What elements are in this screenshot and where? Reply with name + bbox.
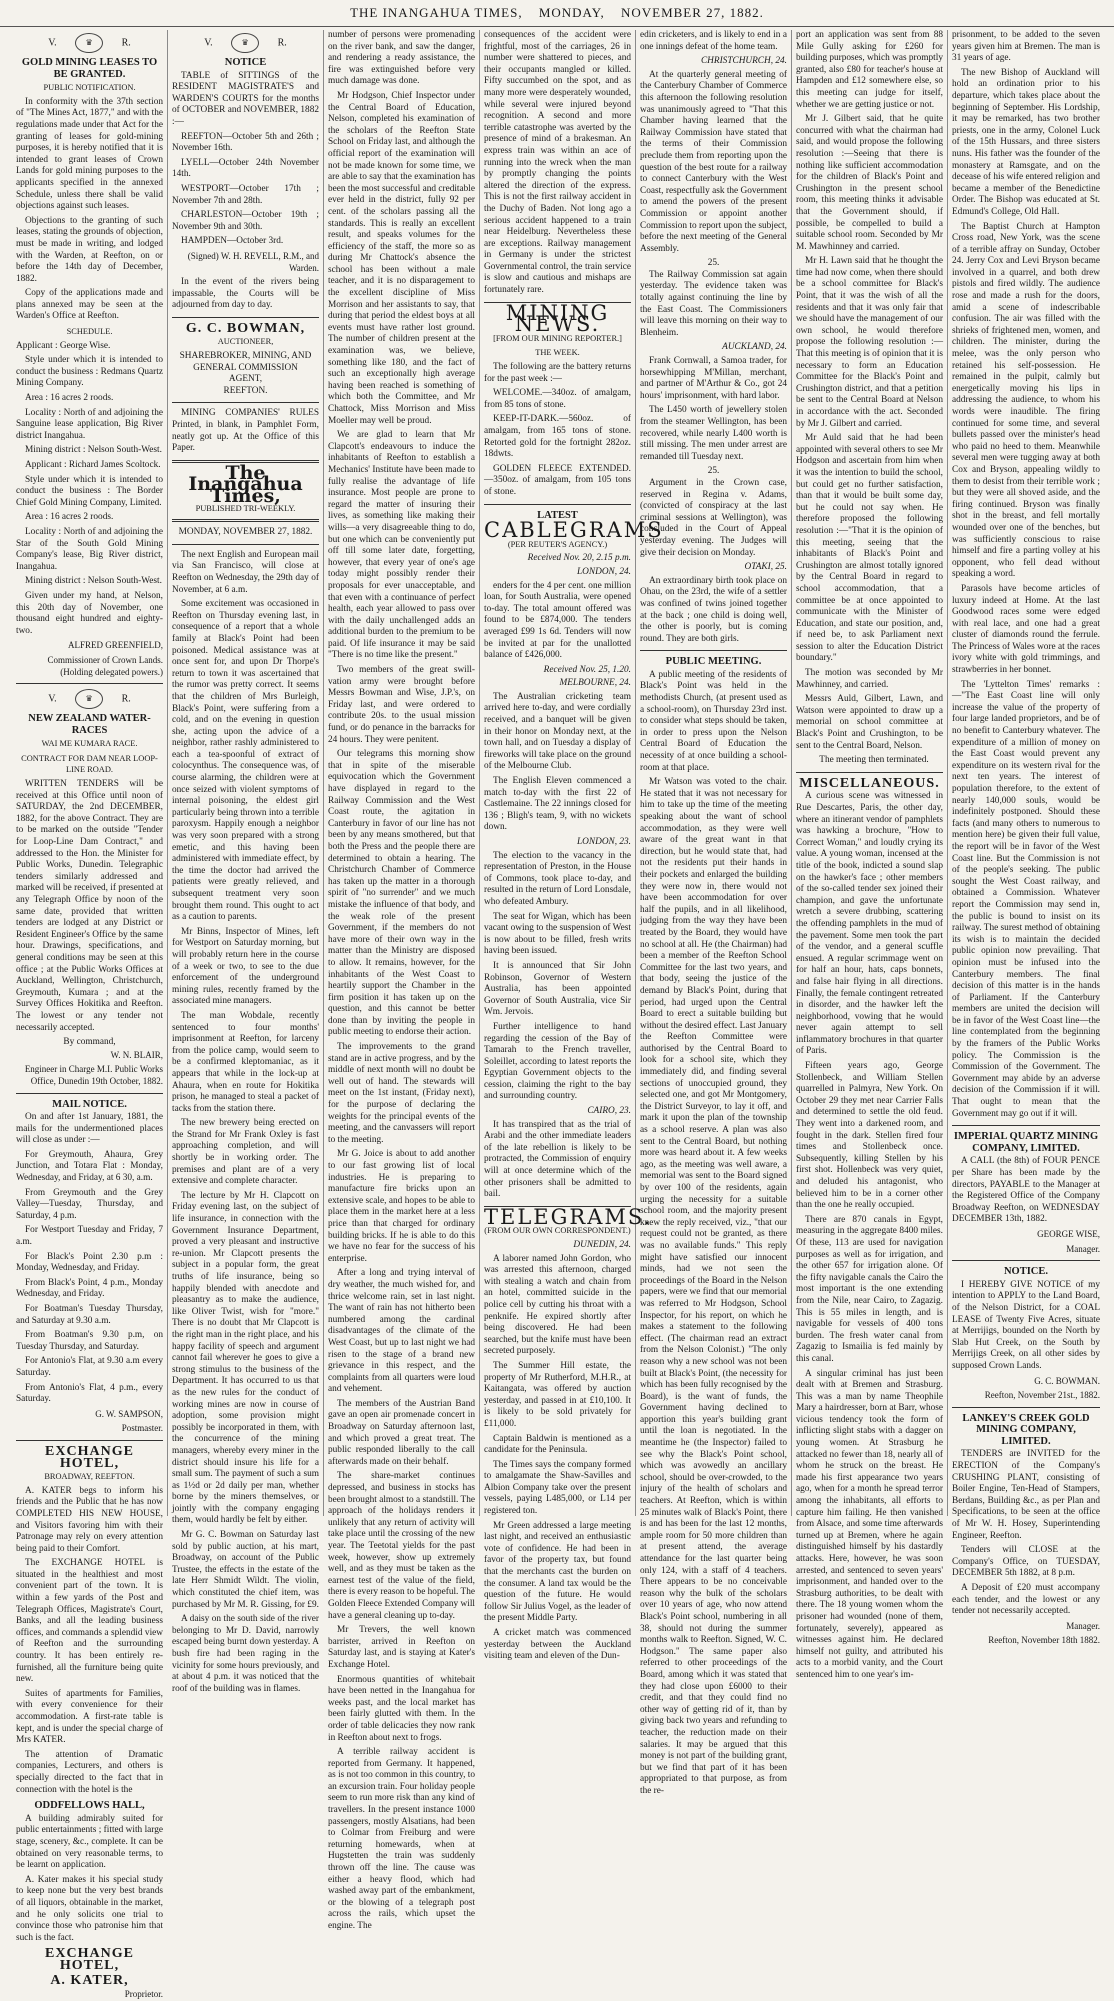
- paragraph: I HEREBY GIVE NOTICE of my intention to APPLY to the Land Board, of the Nelson District, for a COAL LEASE of Twenty Five Acres, situate at Merrijigs, bounded on the North by Slab Hut Creek, on the South by Merrijigs Creek, on all other sides by supposed Crown Lands.: [952, 1279, 1100, 1371]
- signature-title: Reefton, November 18th 1882.: [988, 1635, 1100, 1646]
- paragraph: port an application was sent from 88 Mile Gully asking for £260 for building purposes, which was promptly granted, also £80 for teacher's house at Hampden and £12 somewhere else, so this meeting can judge for itself, whether we are getting justice or not.: [796, 30, 943, 110]
- paragraph: prisonment, to be added to the seven years given him at Bremen. The man is 31 years of age.: [952, 30, 1100, 64]
- paragraph: Our telegrams this morning show that in spite of the miserable equivocation which the Government have displayed in regard to the Railway Commission and the West Coast route, the agitation in Canterbury in favor of our line has not been by any means smothered, but that both the Press and the people there are determined to obtain a hearing. The Christchurch Chamber of Commerce has taken up the matter in a thorough spirit of "no surrender" and we much mistake the influence of that body, and the weak role of the present Government, if the members do not have more of their own way in the matter than the Ministry are disposed to allow. It remains, however, for the inhabitants of the West Coast to heartily support the Chamber in the firm position it has taken up on the question, and this cannot be better done than by inviting the people in public meeting to endorse their action.: [328, 749, 475, 1038]
- schedule-line: Style under which it is intended to conduct the business : Redmans Quartz Mining Company.: [16, 355, 163, 389]
- paragraph: We are glad to learn that Mr Clapcott's endeavours to induce the inhabitants of Reefton to establish a Mechanics' Institute have been made to fully realise the advantage of life insurance. Most people are prone to regard the matter of insuring their lives, as something like making their wills—a very disagreeable thing to do, but one which can be conveniently put off till some later date, forgetting, however, that every year of one's age today might possibly render their proposals for ever unacceptable, and that even with a continuance of perfect health, each year allowed to pass over with the daily unchallenged adds an additional burden to the premium to be paid. Of life insurance it may be said "There is no time like the present.": [328, 430, 475, 661]
- paper-title: THE INANGAHUA TIMES,: [350, 5, 523, 20]
- schedule-line: Locality : North of and adjoining the Star of the South Gold Mining Company's lease, Big River district, Inangahua.: [16, 526, 163, 572]
- paragraph: TABLE of SITTINGS of the RESIDENT MAGISTRATE'S and WARDEN'S COURTS for the months of OCTOBER and NOVEMBER, 1882 :—: [172, 70, 319, 127]
- signature: G. W. SAMPSON,: [95, 1408, 163, 1419]
- paragraph: The Baptist Church at Hampton Cross road, New York, was the scene of a terrible affray on Sunday, October 24. Jerry Cox and Levi Bryson became involved in a quarrel, and both drew pistols and fired wildly. The audience rose and made a rush for the doors, amid a scene of indescribable confusion. The air was filled with the shrieks of frightened men, women, and children. The minister, during the melee, was the only person who retained his self-possession. He remained in the pulpit, calmly but energetically moving his lips in addressing the audience, to whom his words were inaudible. The firing continued for some time, and several bullets passed over the minister's head who paid no heed to them. Meanwhile several men were tugging away at both Cox and Bryson, appealing wildly to them to desist from their terrible work ; but they were all shoved aside, and the firing continued. Bryson was finally shot in the breast, and fell mortally wounded over one of the benches, but was sufficiently conscious to raise himself and fire a parting volley at his opponent, who fell dead without speaking a word.: [952, 221, 1100, 580]
- paragraph: number of persons were promenading on the river bank, and saw the danger, and rendering a ready assistance, the fire was extinguished before very much damage was done.: [328, 30, 475, 87]
- footer-name: A. KATER,: [50, 1973, 129, 1989]
- paragraph: Mr Binns, Inspector of Mines, left for Westport on Saturday morning, but will probably return here in the course of a week or two, to see to the due enforcement of the underground mining rules, recently framed by the associated mine managers.: [172, 926, 319, 1007]
- headline: MAIL NOTICE.: [52, 1098, 127, 1110]
- paragraph: The English Eleven commenced a match to-day with the first 22 of Castlemaine. The 22 innings closed for 136 ; Bligh's team, 9, with no wickets down.: [484, 776, 631, 833]
- divider: [952, 1125, 1100, 1126]
- royal-crest: V. ♛ R.: [16, 33, 163, 53]
- paragraph: From Boatman's 9.30 p.m, on Tuesday Thursday, and Saturday.: [16, 1330, 163, 1352]
- paragraph: A building admirably suited for public entertainments ; fitted with large stage, scenery, &c., complete. It can be obtained on very reasonable terms, to be learnt on application.: [16, 1813, 163, 1871]
- subheadline: AUCTIONEER,: [217, 337, 274, 347]
- paragraph: edin cricketers, and is likely to end in a one innings defeat of the home team.: [640, 30, 787, 52]
- paragraph: Mr G. C. Bowman on Saturday last sold by public auction, at his mart, Broadway, on account of the Public Trustee, the effects in the estate of the late Herr Shmidt Wildt. The violin, which constituted the chief item, was purchased by Mr M. R. Gissing, for £9.: [172, 1530, 319, 1610]
- dateline: Received Nov. 25, 1.20.: [543, 664, 631, 675]
- list-item: WESTPORT—October 17th ; November 7th and 28th.: [172, 183, 319, 206]
- divider: [172, 317, 319, 318]
- divider: [952, 1407, 1100, 1408]
- list-item: HAMPDEN—October 3rd.: [181, 236, 284, 247]
- dateline: 25.: [707, 258, 720, 269]
- paragraph: Fifteen years ago, George Stollenbeck, and William Stellen quarrelled in Palmyra, New York. On October 29 they met near Carrier Falls and determined to settle the old feud. They went into a darkened room, and fought in the dark. Stellen fired four times and Stollenbeck once. Subsequently, killing Stellen by his first shot. Hollenbeck was very quiet, and deluded his antagonist, who believed him to be in a corner other than the one he really occupied.: [796, 1061, 943, 1211]
- subheadline: (PER REUTER'S AGENCY.): [507, 539, 608, 549]
- schedule-line: Mining district : Nelson South-West.: [25, 576, 162, 587]
- paragraph: A curious scene was witnessed in Rue Descartes, Paris, the other day, where an itinerant vendor of pamphlets was hawking a brochure, "How to Correct Woman," and loudly crying its value. A young woman, incensed at the title of the book, indicted a sound slap on the hawker's face ; other members of the so-called tender sex joined their champion, and gave the unfortunate wretch a severe drubbing, scattering the offending pamphlets in the mud of the pavement. Some men took the part of the vendor, and a general scuffle ensued. A regular scrimmage went on for half an hour, hats, caps bonnets, and false hair flying in all directions. Finally, the female contingent retreated in disorder, and the hawker left the neighborhood, vowing that he would never again attempt to sell inflammatory brochures in that quarter of Paris.: [796, 791, 943, 1057]
- subheadline: (FROM OUR OWN CORRESPONDENT.): [484, 1226, 631, 1236]
- divider: [16, 1440, 163, 1441]
- column-7: [948, 30, 1104, 1646]
- paragraph: Objections to the granting of such leases, stating the grounds of objection, must be made in writing, and lodged with the Warden, at Reefton, on or before the 14th day of December, 1882.: [16, 215, 163, 284]
- footer-title: Proprietor.: [124, 1989, 163, 2000]
- headline: PUBLIC MEETING.: [665, 656, 762, 668]
- crest-icon: ♛: [75, 689, 103, 709]
- subheadline: WAI ME KUMARA RACE.: [41, 739, 138, 749]
- dateline: OTAKI, 25.: [744, 562, 787, 573]
- divider: [16, 1093, 163, 1094]
- divider: [484, 504, 631, 505]
- paragraph: Messrs Auld, Gilbert, Lawn, and Watson were appointed to draw up a memorial on school committee at Black's Point and Crushington, to be sent to the Central Board, Nelson.: [796, 694, 943, 751]
- paragraph: Argument in the Crown case, reserved in Regina v. Adams, (convicted of conspiracy at the last criminal sessions at Wellington), was concluded in the Court of Appeal yesterday evening. The Judges will give their decision on Monday.: [640, 477, 787, 558]
- paragraph: Mr Hodgson, Chief Inspector under the Central Board of Education, Nelson, completed his examination of the scholars of the Reefton State School on Friday last, and although the official report of the examination will not be made known for some time, we are able to say that the examination has been the most successful and creditable ever held in the district, fully 92 per cent. of the scholars passing all the standards. This is really an excellent result, and speaks volumes for the efficiency of the staff, the more so as during Mr Chattock's absence the school has been without a male teacher, and it is no disparagement to the excellent discipline of Miss Morrison and her assistants to say, that during that period the eldest boys at all events must have rather lost ground. The number of children present at the examination was, we believe, something like 180, and the fact of such an exceptionally high average having been reached is something of which both the Committee, and Mr Chattock, Miss Morrison and Miss Moeller may well be proud.: [328, 90, 475, 426]
- paragraph: The man Wobdale, recently sentenced to four months' imprisonment at Reefton, for larceny from the police camp, would seem to be a confirmed kleptomaniac, as it appears that while in the lock-up at Ahaura, when en route for Hokitika prison, he managed to steal a packet of tacks from the station there.: [172, 1010, 319, 1114]
- crest-icon: ♛: [231, 33, 259, 53]
- headline: EXCHANGE HOTEL,: [45, 1443, 134, 1471]
- subheadline: SCHEDULE.: [66, 327, 113, 337]
- paragraph: It has transpired that as the trial of Arabi and the other immediate leaders of the late rebellion is likely to be protracted, the Commission of enquiry will at once determine which of the other prisoners shall be admitted to bail.: [484, 1119, 631, 1200]
- schedule-line: Locality : North of and adjoining the Sanguine lease application, Big River district Inangahua.: [16, 407, 163, 441]
- signature-title: Manager.: [1066, 1243, 1100, 1254]
- paragraph: From Antonio's Flat, 4 p.m., every Saturday.: [16, 1382, 163, 1405]
- subheadline: [FROM OUR MINING REPORTER.]: [493, 333, 622, 343]
- paragraph: The next English and European mail via San Francisco, will close at Reefton on Wednesday, the 29th day of November, at 6 a.m.: [172, 549, 319, 595]
- paragraph: Two members of the great swill-vation army were brought before Messrs Bowman and Wise, J.P.'s, on Friday last, and were ordered to contribute 20s. to the usual mission fund, or do penance in the barracks for 24 hours. They were penitent.: [328, 665, 475, 745]
- headline: MINING NEWS.: [505, 300, 610, 337]
- paragraph: The L450 worth of jewellery stolen from the steamer Wellington, has been recovered, while nearly L400 worth is still missing. The men under arrest are remanded till Tuesday next.: [640, 405, 787, 462]
- list-item: REEFTON—October 5th and 26th ; November 16th.: [172, 131, 319, 154]
- royal-crest: V. ♛ R.: [16, 689, 163, 709]
- paragraph: consequences of the accident were frightful, most of the carriages, 26 in number were shattered to pieces, and their occupants mangled or killed. Fifty succumbed on the spot, and as many more were desperately wounded, while several were injured beyond recognition. A second and more terrible catastrophe was averted by the presence of mind of a brakesman. An express train was within an ace of running into the wreck when the man by promptly changing the points altered the direction of the express. This is not the first railway accident in the Duchy of Baden. Not long ago a serious accident happened to a train near Heidelburg. Nevertheless these are exceptions. Railway management in Germany is under the strictest Governmental control, the train service is slow and cautious and mishaps are fortunately rare.: [484, 30, 631, 296]
- headline: NOTICE.: [1003, 1266, 1049, 1278]
- paragraph: The election to the vacancy in the representation of Preston, in the House of Commons, took place to-day, and resulted in the return of Lord Lonsdale, who defeated Ambury.: [484, 850, 631, 907]
- paragraph: KEEP-IT-DARK.—560oz. of amalgam, from 165 tons of stone. Retorted gold for the fortnight 282oz. 18dwts.: [484, 414, 631, 460]
- paragraph: The new brewery being erected on the Strand for Mr Frank Oxley is fast approaching completion, and will shortly be in working order. The premises and plant are of a very extensive and complete character.: [172, 1118, 319, 1187]
- signature: Manager.: [1066, 1620, 1100, 1631]
- paragraph: GOLDEN FLEECE EXTENDED.—350oz. of amalgam, from 105 tons of stone.: [484, 463, 631, 497]
- paragraph: A cricket match was commenced yesterday between the Auckland visiting team and eleven of the Dun-: [484, 1628, 631, 1662]
- headline: LATEST: [537, 509, 578, 521]
- paragraph: A. Kater makes it his special study to keep none but the very best brands of all liquors, obtainable in the market, and he only solicits one trial to convince those who patronise him that such is the fact.: [16, 1874, 163, 1943]
- paragraph: For Greymouth, Ahaura, Grey Junction, and Totara Flat : Monday, Wednesday, and Friday, at 6 30, a.m.: [16, 1149, 163, 1184]
- paragraph: Suites of apartments for Families, with every convenience for their accommodation. A first-rate table is kept, and is under the special charge of Mrs KATER.: [16, 1688, 163, 1746]
- subheadline: AGENT,: [228, 374, 263, 385]
- headline: MISCELLANEOUS.: [799, 775, 940, 791]
- subheadline: BROADWAY, REEFTON.: [44, 1472, 135, 1482]
- headline: NOTICE: [224, 57, 267, 68]
- paragraph: Given under my hand, at Nelson, this 20th day of November, one thousand eight hundred and eighty-two.: [16, 590, 163, 636]
- divider: [172, 519, 319, 522]
- newspaper-logo: The Inangahua Times,: [188, 461, 303, 507]
- paragraph: For Antonio's Flat, at 9.30 a.m every Saturday.: [16, 1356, 163, 1378]
- paragraph: A singular criminal has just been dealt with at Bremen and Strasburg. This was a man by name Theophile Mary a hairdresser, born at Barr, whose vicious tendency took the form of inflicting slight stabs with a dagger on young women. At Strasburg he attacked no fewer than 18, nearly all of whom he struck on the breast. He made his first appearance two years ago, when for a month he spread terror among the inhabitants, all efforts to capture him failing. He then vanished from Alsace, and some time afterwards turned up at Bremen, where he again distinguished himself by his dastardly attacks. Here, however, he was soon arrested, and sentenced to seven years' imprisonment, and handed over to the Strasburg authorities, to be dealt with there. The 18 young women whom the prisoner had wounded (none of them, fortunately, severely), appeared as witnesses against him. He declared himself not guilty, and attributed his acts to a morbid vanity, and the Court sentenced him to one year's im-: [796, 1368, 943, 1680]
- paragraph: MINING COMPANIES' RULES Printed, in blank, in Pamphlet Form, neatly got up. At the Office of this Paper.: [172, 408, 319, 454]
- signature: G. C. BOWMAN.: [1034, 1375, 1100, 1386]
- subheadline: SHAREBROKER, MINING, AND: [179, 351, 312, 362]
- page-masthead: [0, 0, 1114, 27]
- paragraph: A Deposit of £20 must accompany each tender, and the lowest or any tender not necessarily accepted.: [952, 1583, 1100, 1617]
- divider: [640, 650, 787, 651]
- list-item: CHARLESTON—October 19th ; November 9th and 30th.: [172, 210, 319, 232]
- paragraph: A CALL (the 8th) of FOUR PENCE per Share has been made by the directors, PAYABLE to the Manager at the Registered Office of the Company Broadway Reefton, on WEDNESDAY DECEMBER 13th, 1882.: [952, 1156, 1100, 1225]
- headline: ODDFELLOWS HALL,: [34, 1800, 145, 1812]
- schedule-line: Area : 16 acres 2 roods.: [25, 512, 114, 523]
- paragraph: enders for the 4 per cent. one million loan, for South Australia, were opened to-day. The total amount offered was found to be £874,000. The tenders averaged £99 1s 6d. Tenders will now be invited at par for the unallotted balance of £426,000.: [484, 580, 631, 661]
- paragraph: The meeting then terminated.: [819, 755, 929, 766]
- paragraph: From Greymouth and the Grey Valley—Tuesday, Thursday, and Saturday, 4 p.m.: [16, 1187, 163, 1221]
- paragraph: At the quarterly general meeting of the Canterbury Chamber of Commerce this afternoon the following resolution was unanimously agreed to "That this Chamber having learned that the Railway Commission have stated that the terms of their Commission preclude them from reporting upon the question of the best route for a railway to connect Canterbury with the West Coast, respectfully ask the Government to amend the powers of the present Commission or appoint another Commission to report upon the subject, before the next meeting of the General Assembly.: [640, 69, 787, 254]
- schedule-line: Applicant : George Wise.: [16, 340, 111, 351]
- paragraph: On and after 1st January, 1881, the mails for the undermentioned places will close as under :—: [16, 1112, 163, 1146]
- headline: G. C. BOWMAN,: [185, 320, 306, 336]
- paragraph: The Australian cricketing team arrived here to-day, and were cordially received, and a banquet will be given in their honor on Monday next, at the town hall, and on Tuesday a display of fireworks will take place on the ground of the Melbourne Club.: [484, 691, 631, 772]
- divider: [952, 1260, 1100, 1261]
- signature-title: Engineer in Charge M.I. Public Works Office, Dunedin 19th October, 1882.: [24, 1064, 163, 1086]
- paragraph: Mr G. Joice is about to add another to our fast growing list of local industries. He is preparing to manufacture fire bricks upon an extensive scale, and hopes to be able to place them in the market here at a less price than that charged for ordinary building bricks. If he is able to do this we have no fear for the success of his enterprise.: [328, 1149, 475, 1264]
- paragraph: An extraordinary birth took place on Ohau, on the 23rd, the wife of a settler was confined of twins joined together at the back ; one child is doing well, the other is poorly, but is coming round. They are both girls.: [640, 575, 787, 644]
- column-5: [636, 30, 792, 1796]
- paragraph: A daisy on the south side of the river belonging to Mr D. David, narrowly escaped being burnt down yesterday. A bush fire had been raging in the vicinity for some hours previously, and at about 4 p.m. it was noticed that the roof of the building was in flames.: [172, 1614, 319, 1694]
- paragraph: Mr J. Gilbert said, that he quite concurred with what the chairman had said, and would propose the following resolution :—Seeing that there is nothing like sufficient accommodation for the children of Black's Point and Crushington in the present school room, this meeting thinks it advisable that the Government should, if possible, be compelled to build a suitable school room. Seconded by Mr M. Mawhinney and carried.: [796, 114, 943, 252]
- royal-crest: V. ♛ R.: [172, 33, 319, 53]
- paragraph: Captain Baldwin is mentioned as a candidate for the Peninsula.: [484, 1433, 631, 1456]
- paragraph: The seat for Wigan, which has been vacant owing to the suspension of West is now about to be filled, fresh writs having been issued.: [484, 911, 631, 957]
- subheadline: THE WEEK.: [535, 348, 580, 358]
- signature-title: Postmaster.: [121, 1423, 163, 1434]
- paragraph: Tenders will CLOSE at the Company's Office, on TUESDAY, DECEMBER 5th 1882, at 8 p.m.: [952, 1545, 1100, 1579]
- paragraph: WRITTEN TENDERS will be received at this Office until noon of SATURDAY, the 2nd DECEMBER, 1882, for the above Contract. They are to be marked on the outside "Tender for Loop-Line Dam Contract," and addressed to the Hon. the Minister for Public Works, Dunedin. Telegraphic tenders similarly addressed and marked will be received, if presented at any Telegraph Office by noon of the same date, provided that written tenders are lodged at any District or Resident Engineer's Office by the same hour. Drawings, specifications, and general conditions may be seen at this office ; at the Public Works Offices at Auckland, Wellington, Christchurch, Greymouth, Kumara ; and at the Survey Offices Hokitika and Reefton. The lowest or any tender not necessarily accepted.: [16, 779, 163, 1033]
- paragraph: After a long and trying interval of dry weather, the much wished for, and thrice welcome rain, set in last night. The want of rain has not hitherto been numbered among the cardinal disadvantages of the climate of the West Coast, but up to last night we had risen to the stage of a brand new grievance in this respect, and the complaints from all quarters were loud and vehement.: [328, 1268, 475, 1395]
- signature: W. N. BLAIR,: [110, 1049, 163, 1060]
- paragraph: Mr H. Lawn said that he thought the time had now come, when there should be a school committee for Black's Point, that it was the wish of all the residents and that it was only fair that we should have the management of our own school, he would therefore propose the following resolution :—That this meeting is of opinion that it is necessary to form an Education Committee for the Black's Point and Crushington district, and that a petition be sent to the Central Board at Nelson in accordance with the act. Seconded by Mr J. Gilbert and carried.: [796, 256, 943, 429]
- paragraph: For Black's Point 2.30 p.m : Monday, Wednesday, and Friday.: [16, 1251, 163, 1274]
- schedule-line: Style under which it is intended to conduct the business : The Border Chief Gold Mining Company, Limited.: [16, 474, 163, 508]
- schedule-line: Applicant : Richard James Scoltock.: [25, 460, 161, 470]
- paragraph: The share-market continues depressed, and business in stocks has been brought almost to a standstill. The approach of the holidays renders it unlikely that any return of activity will take place until the crossing of the new year. The Teetotal yields for the past week, however, show up extremely well, and as they must be taken as the earnest test of the value of the field, there is every reason to be hopeful. The Golden Fleece Extended Company will have a general cleaning up to-day.: [328, 1471, 475, 1621]
- headline: TELEGRAMS.: [484, 1204, 653, 1229]
- paragraph: The new Bishop of Auckland will hold an ordination prior to his departure, which takes place about the beginning of September. His Lordship, it may be remarked, has two brother priests, one in the army, Colonel Luck of the 15th Hussars, and three sisters nuns. His father was the founder of the monastery at Ramsgate, and on the decease of his wife entered religion and became a member of the Benedictine Order. The Bishop was educated at St. Edmund's College, Old Hall.: [952, 67, 1100, 217]
- subheadline: GENERAL COMMISSION: [193, 362, 298, 373]
- crest-icon: ♛: [75, 33, 103, 53]
- paragraph: The attention of Dramatic companies, Lecturers, and others is specially directed to the fact that in connection with the hotel is the: [16, 1749, 163, 1795]
- dateline: MELBOURNE, 24.: [559, 678, 631, 689]
- subheadline: CONTRACT FOR DAM NEAR LOOP-LINE ROAD.: [21, 753, 158, 775]
- column-2: [168, 30, 324, 1694]
- dateline: 25.: [707, 466, 720, 477]
- column-3: [324, 30, 480, 1931]
- paragraph: The following are the battery returns for the past week :—: [484, 362, 631, 384]
- dateline: LONDON, 24.: [577, 566, 631, 577]
- paragraph: The lecture by Mr H. Clapcott on Friday evening last, on the subject of life insurance, in connection with the Government Insurance Department, proved a very pleasant and instructive re-union. Mr Clapcott presents the subject in a popular form, the great truths of life insurance, being so happily blended with anecdote and pleasantry as to make the audience, like Oliver Twist, wish for "more." There is no doubt that Mr Clapcott is the right man in the right place, and his happy facility of speech and argument cannot fail wherever he goes to give a strong stimulus to the business of the Department. It has occurred to us that as the new rules for the conduct of working mines are now in course of adoption, some provision might possibly be incorporated in them, with the concurrence of the mining managers, whereby every miner in the district should insure his life for a small sum. The payment of such a sum as 1½d or 2d daily per man, whether borne by the miners themselves, or jointly with the company engaging them, would hardly be felt by either.: [172, 1190, 319, 1526]
- paragraph: A public meeting of the residents of Black's Point was held in the methodists Church, (at present used as a school-room), on Thursday 23rd inst. to consider what steps should be taken, in order to press upon the Nelson Central Board of Education the necessity of at once building a school-room at that place.: [640, 669, 787, 773]
- divider: [172, 402, 319, 403]
- dateline: LONDON, 23.: [577, 837, 631, 847]
- dateline: DUNEDIN, 24.: [573, 1240, 631, 1250]
- paragraph: For Westport Tuesday and Friday, 7 a.m.: [16, 1225, 163, 1248]
- schedule-line: Area : 16 acres 2 roods.: [25, 393, 114, 404]
- paragraph: For Boatman's Tuesday Thursday, and Saturday at 9.30 a.m.: [16, 1304, 163, 1326]
- paragraph: There are 870 canals in Egypt, measuring in the aggregate 8400 miles. Of these, 113 are used for navigation purposes as well as for irrigation, and the other 657 for irrigation alone. Of the fifty navigable canals the Cairo the most important is the one extending from the Nile, near Cairo, to Zagazig. This is 55 miles in length, and is navigable for vessels of 400 tons burden. The fresh water canal from Zagazig to Ismailia is fed mainly by this canal.: [796, 1214, 943, 1364]
- paragraph: The EXCHANGE HOTEL is situated in the healthiest and most convenient part of the town. It is within a few yards of the Post and Telegraph Offices, Magistrate's Court, Banks, and all the leading business offices, and commands a splendid view of Reefton and the surrounding country. It has been entirely re-furnished, all the furniture being quite new.: [16, 1558, 163, 1685]
- column-1: [12, 30, 168, 2000]
- issue-day: MONDAY,: [538, 5, 605, 20]
- list-item: LYELL—October 24th November 14th.: [172, 157, 319, 180]
- paragraph: Mr Watson was voted to the chair. He stated that it was not necessary for him to take up the time of the meeting speaking about the want of school accommodation, as they were well aware of the great want in that direction, but he would state that, had not the residents put their hands in their pockets and enlarged the building they were now in, there would not have been accommodation for over half the pupils, and in all likelihood, judging from the way they have been treated by the Board, they would have no school at all. He (the Chairman) had been a member of the Reefton School Committee for the last two years, and that body, seeing the justice of the demand by Black's Point, during that period, had urged upon the Central Board to erect a suitable building but without the desired effect. Last January the Reefton Committee were authorised by the Central Board to look for a school site, which they immediately did, and finding several sections of unoccupied ground, they selected one, and got Mr Montgomery, the District Surveyor, to lay it off, and mark it upon the plan of the township as a school reserve. A plan was also sent to the Central Board, but nothing more was heard about it. A few weeks ago, as the meeting was well aware, a memorial was sent to the Board signed by over 100 of the residents, again urging the necessity for a suitable school room, and the majority present knew the reply received, viz., "that our request could not be granted, as there was no available funds." This reply might have satisfied our innocent minds, had we not seen the proceedings of the Board in the Nelson papers, were we find that our memorial was referred to Mr Hodgson, School Inspector, for his report, on which he makes a statement to the following effect. (The chairman read an extract from the Nelson Colonist.) "The only reason why a new school was not been built at Black's Point, (the necessity for which has been fully recognised by the Board), is the want of funds, the Government having declined to apportion this year's building grant until the loan is negotiated. In the meantime he (the Inspector) failed to see why the Black's Point school, which was avowedly an ancillary school, should be over-crowded, to the injury of the health of scholars and teachers. At Reefton, which is within 25 minutes walk of Black's Point, there is and has been for the last 12 months, ample room for 50 more children than at present attend, the average attendance for the last quarter being only 124, with a staff of 4 teachers. There appears to be no conceivable reason why the bulk of the scholars over 10 years of age, who now attend Black's Point school, numbering in all 38, should not during the summer months walk to Reefton. Signed, W. C. Hodgson." The same paper also referred to other proceedings of the Board, among which it was stated that they had close upon £6000 to their credit, and that they could find no other way of getting rid of it, than by giving back two years and refunding to teacher, the reduction made on their salaries. It may be argued that this money is not part of the building grant, but we find that part of it has been appropriated to that purpose, as from the re-: [640, 777, 787, 1796]
- paragraph: Frank Cornwall, a Samoa trader, for horsewhipping M'Millan, merchant, and partner of M'Arthur & Co., got 24 hours' imprisonment, with hard labor.: [640, 356, 787, 401]
- subheadline: REEFTON.: [223, 385, 268, 396]
- paragraph: The improvements to the grand stand are in active progress, and by the middle of next month will no doubt be well out of hand. The stewards will meet on the 1st instant, (Friday next), for the purpose of declaring the weights for the principal events of the meeting, and the canvassers will report to the meeting.: [328, 1042, 475, 1145]
- paragraph: Mr Green addressed a large meeting last night, and received an enthusiastic vote of confidence. He had been in favor of the property tax, but found that the merchants cast the burden on the consumer. A land tax would be the question of the future. He would follow Sir Julius Vogel, as the leader of the present Middle Party.: [484, 1520, 631, 1624]
- paragraph: Enormous quantities of whitebait have been netted in the Inangahua for weeks past, and the local market has been fairly glutted with them. In the order of table delicacies they now rank in Reefton about next to frogs.: [328, 1674, 475, 1743]
- column-4: [480, 30, 664, 1662]
- headline: LANKEY'S CREEK GOLD MINING COMPANY, LIMITED.: [962, 1412, 1090, 1447]
- headline: NEW ZEALAND WATER-RACES: [28, 713, 151, 736]
- paragraph: The 'Lyttelton Times' remarks :—"The East Coast line will only increase the value of the property of four large landed proprietors, and be of no benefit to Canterbury whatever. The expenditure of a million of money on the East Coast would prevent any expenditure on its western rival for the next ten years. The interest of population therefore, to the extent of nearly 140,000 souls, would be indefinitely postponed. Should these facts (and many others to numerous to mention here) be given their full value, the report will be in favor of the West Coast line. But the Commission is not of the people's seeking. The public sought the West Coast railway, and obtained a Commission. Whatever report the Commission may send in, the public is bound to insist on its railway. The surest method of obtaining its wish is to maintain the decided public opinion now prevailing. That opinion must be infused into the Canterbury members. The final decision of this matter is in the hands of Parliament. If the Canterbury members are united the decision will be in favor of the West Coast line—the line contemplated from the beginning by the framers of the Public Works policy. The Commission is the Commission of the Government. The Government may abide by an adverse decision of the Commission if it will. That ought to mean that the Government may go out if it will.: [952, 679, 1100, 1119]
- subheadline: PUBLIC NOTIFICATION.: [43, 83, 136, 93]
- paragraph: The Railway Commission sat again yesterday. The evidence taken was totally against continuing the line by the East Coast. The Commissioners will leave this morning on their way to Blenheim.: [640, 269, 787, 338]
- issue-date: NOVEMBER 27, 1882.: [620, 5, 764, 20]
- paragraph: The Summer Hill estate, the property of Mr Rutherford, M.H.R., at Kaitangata, was offered by auction yesterday, and passed in at £10,100. It is likely to be sold privately for £11,000.: [484, 1360, 631, 1429]
- paragraph: Some excitement was occasioned in Reefton on Thursday evening last, in consequence of a report that a whole family at Black's Point had been poisoned. Medical assistance was at once sent for, and upon Dr Thorpe's return to town it was ascertained that the rumor was pretty correct. It seems that the children of Mrs Burleigh, Black's Point, were suffering from a cold, and on the evening in question she, acting upon the advice of a neighbor, rather rashly administered to each a tea-spoonful of extract of colocynthus. The consequence was, of course alarming, the children were at once seized with violent symptoms of internal poisoning, the eldest girl particularly being thrown into a terrible paroxysm. Happily enough a neighbor was very soon prepared with a strong emetic, and this having been administered with immediate effect, by the time the doctor had arrived the patients were greatly relieved, and subsequent treatment very soon brought them round. This ought to act as a caution to parents.: [172, 599, 319, 923]
- paragraph: The members of the Austrian Band gave an open air promenade concert in Broadway on Saturday afternoon last, and which proved a great treat. The public responded liberally to the call afterwards made on their behalf.: [328, 1398, 475, 1467]
- signature: (Signed) W. H. REVELL, R.M., and Warden.: [187, 250, 319, 273]
- signature-title: Reefton, November 21st., 1882.: [984, 1390, 1100, 1401]
- headline: GOLD MINING LEASES TO BE GRANTED.: [21, 57, 158, 80]
- columns: [12, 30, 1104, 2000]
- paragraph: From Black's Point, 4 p.m., Monday Wednesday, and Friday.: [16, 1277, 163, 1300]
- logo-subtitle: PUBLISHED TRI-WEEKLY.: [195, 503, 296, 513]
- paragraph: Copy of the applications made and plans annexed may be seen at the Warden's Office at Reefton.: [16, 288, 163, 322]
- paragraph: In the event of the rivers being impassable, the Courts will be adjourned from day to day.: [172, 277, 319, 311]
- dateline: AUCKLAND, 24.: [722, 342, 787, 353]
- divider: [796, 772, 943, 773]
- paragraph: A. KATER begs to inform his friends and the Public that he has now COMPLETED HIS NEW HOUSE, and Visitors favoring him with their Patronage may rely on every attention being paid to their Comfort.: [16, 1485, 163, 1554]
- headline: CABLEGRAMS: [484, 518, 664, 543]
- editorial-dateline: MONDAY, NOVEMBER 27, 1882.: [178, 527, 313, 538]
- divider: [172, 544, 319, 545]
- headline: IMPERIAL QUARTZ MINING COMPANY, LIMITED.: [953, 1131, 1099, 1154]
- column-6: [792, 30, 948, 1680]
- dateline: CAIRO, 23.: [587, 1106, 631, 1117]
- signature: GEORGE WISE,: [1037, 1228, 1100, 1239]
- paragraph: It is announced that Sir John Robinson, Governor of Western Australia, has been appointed Governor of South Australia, vice Sir Wm. Jervois.: [484, 960, 631, 1018]
- signature: ALFRED GREENFIELD,: [68, 640, 163, 651]
- divider: [16, 683, 163, 684]
- schedule-line: Mining district : Nelson South-West.: [25, 445, 162, 456]
- paragraph: The Times says the company formed to amalgamate the Shaw-Savilles and Albion Company take over the present vessels, paying L485,000, or L14 per registered ton.: [484, 1459, 631, 1517]
- paragraph: A terrible railway accident is reported from Germany. It happened, as is not too common in this country, to an excursion train. Four holiday people seem to run more risk than any kind of travellers. In the present instance 1000 passengers, mostly Alsatians, had been to Colmar from Freiburg and were returning homewards, when at Hugstetten the train was suddenly thrown off the line. The cause was either a heavy flood, which had washed away part of the embankment, or the blowing of a telegraph post across the rails, which upset the engine. The: [328, 1747, 475, 1931]
- paragraph: TENDERS are INVITED for the ERECTION of the Company's CRUSHING PLANT, consisting of Boiler Engine, Ten-Head of Stampers, Berdans, Building &c., as per Plan and Specifications, to be seen at the office of Mr W. H. Hosey, Superintending Engineer, Reefton.: [952, 1449, 1100, 1541]
- paragraph: WELCOME.—340oz. of amalgam, from 85 tons of stone.: [484, 388, 631, 410]
- paragraph: A laborer named John Gordon, who was arrested this afternoon, charged with stealing a watch and chain from an hotel, committed suicide in the police cell by cutting his throat with a penknife. He expired shortly after being discovered. He had been searched, but the knife must have been secreted purposely.: [484, 1253, 631, 1357]
- paragraph: The motion was seconded by Mr Mawhinney, and carried.: [796, 668, 943, 690]
- paragraph: Parasols have become articles of luxury indeed at Home. At the last Goodwood races some were edged with real lace, and one had a great cluster of diamonds round the ferrule. The Princess of Wales wore at the races ivory white with gold trimmings, and strawberries in her bonnet.: [952, 583, 1100, 676]
- footer-heading: EXCHANGE HOTEL,: [45, 1946, 134, 1973]
- dateline: CHRISTCHURCH, 24.: [700, 56, 787, 67]
- paragraph: In conformity with the 37th section of "The Mines Act, 1877," and with the regulations made under that Act for the granting of leases for gold-mining purposes, it is hereby notified that it is intended to grant leases of Crown Lands for gold mining purposes to the applicants specified in the annexed Schedule, unless there shall be valid objections against such leases.: [16, 96, 163, 212]
- paragraph: Mr Trevers, the well known barrister, arrived in Reefton on Saturday last, and is staying at Kater's Exchange Hotel.: [328, 1625, 475, 1670]
- signature-title: Commissioner of Crown Lands. (Holding delegated powers.): [47, 654, 163, 677]
- paragraph: Further intelligence to hand regarding the cession of the Bay of Tamarah to the French traveller, Soleillet, according to latest reports the Egyptian Government objects to the cession, claiming the right to the bay and surrounding country.: [484, 1021, 631, 1102]
- byline: By command,: [63, 1037, 116, 1048]
- paragraph: Mr Auld said that he had been appointed with several others to see Mr Hodgson and ascertain from him when it was the intention to build the school, but could get no further satisfaction, than that it would be built some day, but he could not say when. He therefore proposed the following resolution :—"That it is the opinion of this meeting, seeing that the inhabitants of Black's Point and Crushington are almost totally ignored by the Central Board in regard to school accommodation, that a committee be at once appointed to communicate with the Minister of Education, and state our position, and, if need be, to ask Parliament next session to alter the Education District boundary.": [796, 433, 943, 664]
- dateline: Received Nov. 20, 2.15 p.m.: [527, 553, 631, 564]
